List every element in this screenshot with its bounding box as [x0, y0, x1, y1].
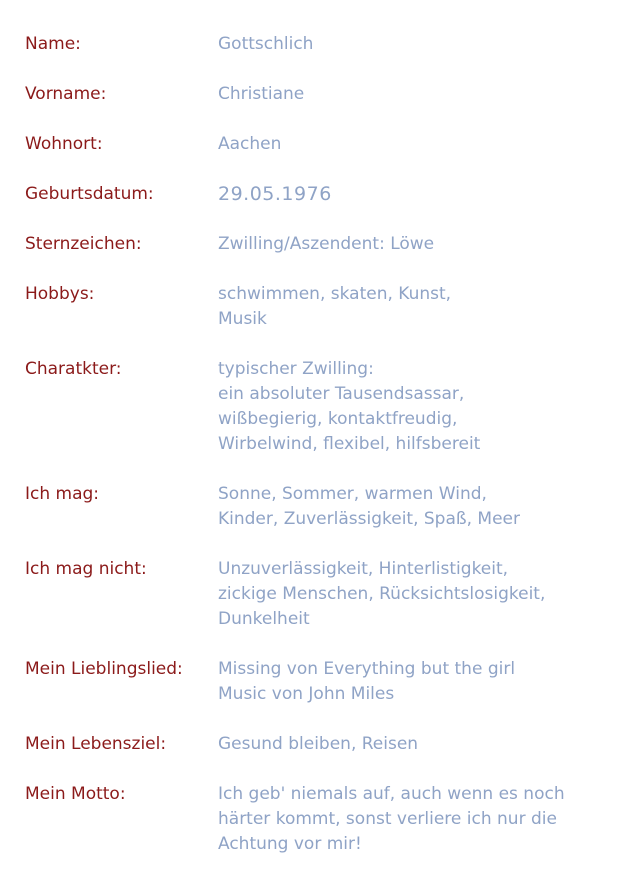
row-wohnort	[25, 132, 615, 157]
row-label: Ich mag nicht:	[25, 559, 147, 579]
profile-sheet	[25, 32, 615, 882]
row-value	[218, 132, 615, 157]
row-label: Hobbys:	[25, 284, 95, 304]
value-line: Wirbelwind, flexibel, hilfsbereit	[218, 434, 481, 454]
value-line: Sonne, Sommer, warmen Wind,	[218, 484, 487, 504]
value-line: Christiane	[218, 84, 305, 104]
row-lebensziel	[25, 732, 615, 757]
row-label: Mein Lebensziel:	[25, 734, 167, 754]
row-hobbys	[25, 282, 615, 332]
row-label: Ich mag:	[25, 484, 100, 504]
value-line: zickige Menschen, Rücksichtslosigkeit,	[218, 584, 546, 604]
row-value	[218, 282, 615, 332]
value-line: wißbegierig, kontaktfreudig,	[218, 409, 458, 429]
value-line: Dunkelheit	[218, 609, 310, 629]
row-value	[218, 657, 615, 707]
row-value	[218, 782, 615, 857]
value-line: Musik	[218, 309, 267, 329]
row-label: Mein Motto:	[25, 784, 126, 804]
value-line: typischer Zwilling:	[218, 359, 374, 379]
row-ich-mag-nicht	[25, 557, 615, 632]
row-label: Sternzeichen:	[25, 234, 142, 254]
row-label: Mein Lieblingslied:	[25, 659, 183, 679]
row-motto	[25, 782, 615, 857]
row-value	[218, 182, 615, 207]
value-line: Ich geb' niemals auf, auch wenn es noch	[218, 784, 565, 804]
row-value	[218, 32, 615, 57]
row-value	[218, 557, 615, 632]
row-value	[218, 232, 615, 257]
value-line: ein absoluter Tausendsassar,	[218, 384, 465, 404]
row-sternzeichen	[25, 232, 615, 257]
row-label: Geburtsdatum:	[25, 184, 154, 204]
value-line: Missing von Everything but the girl	[218, 659, 516, 679]
value-line: Kinder, Zuverlässigkeit, Spaß, Meer	[218, 509, 520, 529]
row-geburtsdatum	[25, 182, 615, 207]
row-ich-mag	[25, 482, 615, 532]
value-line: Gesund bleiben, Reisen	[218, 734, 419, 754]
value-line: härter kommt, sonst verliere ich nur die	[218, 809, 557, 829]
row-name	[25, 32, 615, 57]
row-charakter	[25, 357, 615, 457]
row-label: Vorname:	[25, 84, 107, 104]
value-line: Aachen	[218, 134, 282, 154]
value-line: Gottschlich	[218, 34, 314, 54]
row-value	[218, 482, 615, 532]
row-value	[218, 732, 615, 757]
value-line: Unzuverlässigkeit, Hinterlistigkeit,	[218, 559, 509, 579]
row-value	[218, 357, 615, 457]
row-value	[218, 82, 615, 107]
value-line: schwimmen, skaten, Kunst,	[218, 284, 452, 304]
value-line: Music von John Miles	[218, 684, 395, 704]
value-line: Achtung vor mir!	[218, 834, 362, 854]
row-vorname	[25, 82, 615, 107]
row-label: Wohnort:	[25, 134, 103, 154]
row-label: Charatkter:	[25, 359, 122, 379]
value-line: Zwilling/Aszendent: Löwe	[218, 234, 435, 254]
value-line: 29.05.1976	[218, 183, 332, 205]
row-lieblingslied	[25, 657, 615, 707]
row-label: Name:	[25, 34, 81, 54]
